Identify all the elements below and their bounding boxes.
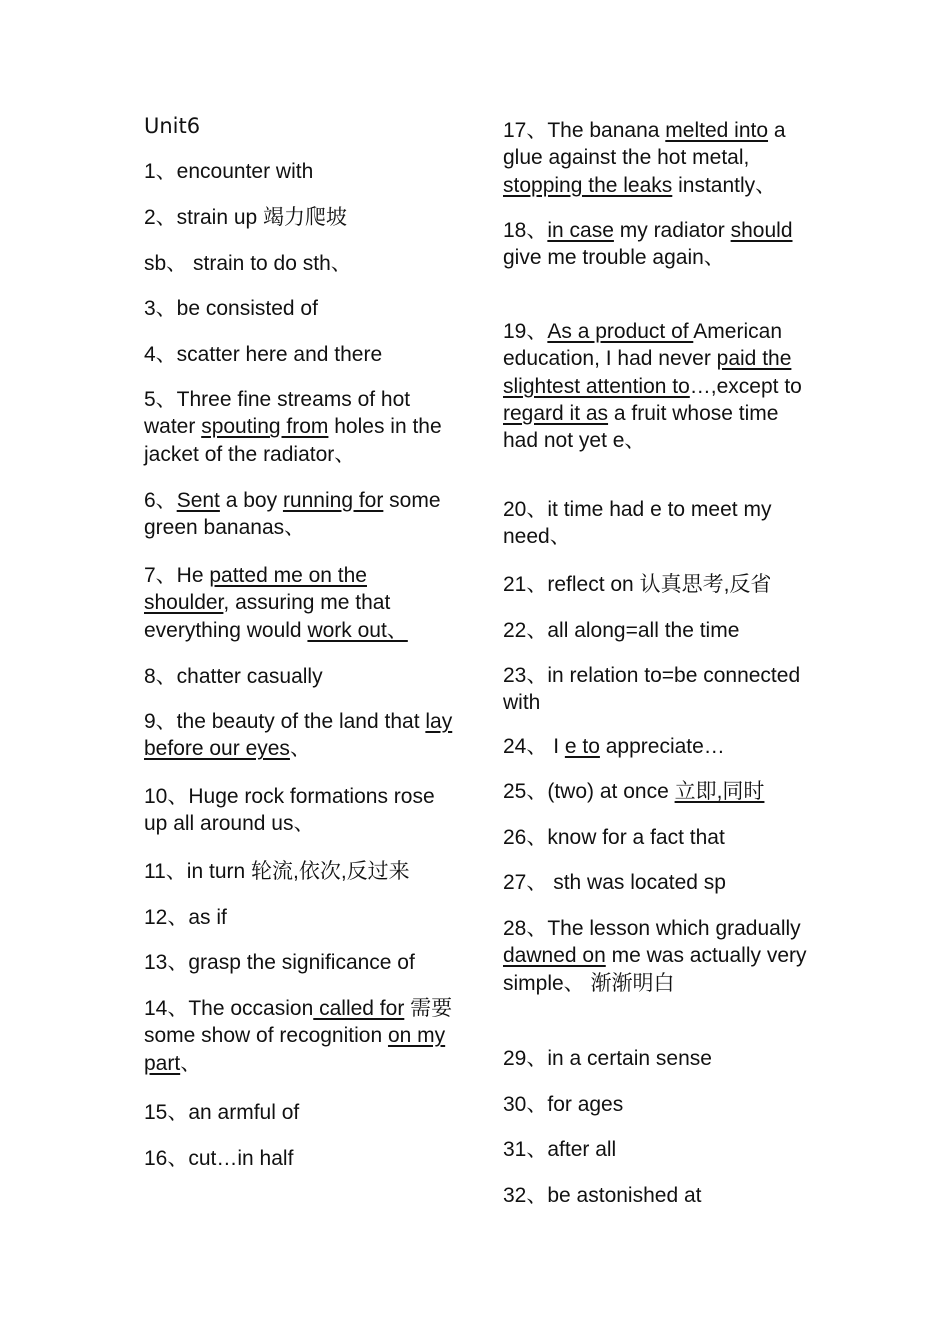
underlined-phrase: e to xyxy=(564,735,600,758)
underlined-phrase: called for xyxy=(313,997,405,1020)
item-text: me was actually very simple、 渐渐明白 xyxy=(503,944,807,995)
item-text: 23、in relation to=be connected with xyxy=(503,664,801,715)
vocab-item xyxy=(144,708,456,763)
item-text: 7、He xyxy=(144,564,210,587)
vocab-item xyxy=(144,995,456,1077)
item-text: some green bananas、 xyxy=(144,489,441,540)
vocab-item xyxy=(503,117,813,199)
vocab-item xyxy=(503,496,813,551)
vocab-item xyxy=(503,1045,813,1072)
item-text: 8、chatter casually xyxy=(144,665,323,688)
item-text: 11、in turn 轮流,依次,反过来 xyxy=(144,860,410,883)
underlined-phrase: Sent xyxy=(176,489,220,512)
item-text: 9、the beauty of the land that xyxy=(144,710,426,733)
item-text: 15、an armful of xyxy=(144,1101,300,1124)
item-text: 3、be consisted of xyxy=(144,297,318,320)
vocab-item xyxy=(144,487,456,542)
item-text: 需要 some show of recognition xyxy=(144,997,453,1048)
item-text: 1、encounter with xyxy=(144,160,314,183)
item-text: 2、strain up 竭力爬坡 xyxy=(144,206,348,229)
vocab-item xyxy=(144,858,456,885)
underlined-phrase: running for xyxy=(282,489,384,512)
item-text: 20、it time had e to meet my need、 xyxy=(503,498,772,549)
item-text: 13、grasp the significance of xyxy=(144,951,415,974)
underlined-phrase: should xyxy=(730,219,793,242)
item-text: 4、scatter here and there xyxy=(144,343,383,366)
vocab-item xyxy=(144,1099,456,1126)
item-text: American education, I had never xyxy=(503,320,782,371)
vocab-item xyxy=(503,571,813,598)
vocab-item xyxy=(144,1145,456,1172)
vocab-item xyxy=(144,250,456,277)
item-text: 17、The banana xyxy=(503,119,666,142)
item-text: 10、Huge rock formations rose up all around us、 xyxy=(144,785,435,836)
item-text: 31、after all xyxy=(503,1138,617,1161)
underlined-phrase: spouting from xyxy=(201,415,329,439)
item-text: 28、The lesson which gradually xyxy=(503,917,801,940)
underlined-phrase: paid the slightest attention to xyxy=(503,347,792,398)
underlined-phrase: patted me on the shoulder xyxy=(144,564,367,615)
item-text: 、 xyxy=(180,1051,202,1075)
vocab-item xyxy=(144,204,456,231)
item-text: 25、(two) at once xyxy=(503,780,675,803)
vocab-item xyxy=(144,341,456,368)
underlined-phrase: on my part xyxy=(144,1024,446,1075)
item-text: sb、 strain to do sth、 xyxy=(144,252,352,275)
vocab-item xyxy=(503,1182,813,1209)
vocab-item xyxy=(503,217,813,272)
item-text: 26、know for a fact that xyxy=(503,826,725,849)
underlined-phrase: stopping the leaks xyxy=(503,173,673,197)
underlined-phrase: work out、 xyxy=(307,618,408,642)
item-text: …,except to xyxy=(689,374,802,398)
item-text: 5、Three fine streams of hot water xyxy=(144,388,411,439)
item-text: 16、cut…in half xyxy=(144,1147,294,1170)
item-text: 18、 xyxy=(503,219,548,242)
vocab-item xyxy=(144,562,456,644)
underlined-phrase: 立即,同时 xyxy=(674,780,765,803)
vocab-item xyxy=(503,318,813,454)
vocab-item xyxy=(503,733,813,760)
item-text: 19、 xyxy=(503,320,548,343)
item-text: 21、reflect on 认真思考,反省 xyxy=(503,573,772,596)
item-text: 29、in a certain sense xyxy=(503,1047,712,1070)
vocab-item xyxy=(503,824,813,851)
item-text: a boy xyxy=(219,489,283,512)
item-text: a glue against the hot metal, xyxy=(503,119,786,170)
vocab-item xyxy=(144,783,456,838)
underlined-phrase: dawned on xyxy=(503,944,606,968)
vocab-item xyxy=(144,386,456,468)
vocab-item xyxy=(503,662,813,717)
underlined-phrase: in case xyxy=(547,219,614,242)
vocab-item xyxy=(503,915,813,997)
item-text: 27、 sth was located sp xyxy=(503,871,726,894)
underlined-phrase: melted into xyxy=(665,119,769,142)
item-text: 30、for ages xyxy=(503,1093,624,1116)
item-text: 32、be astonished at xyxy=(503,1184,702,1207)
item-text: , assuring me that everything would xyxy=(144,591,391,642)
vocab-item xyxy=(144,904,456,931)
vocab-item xyxy=(144,295,456,322)
vocab-item xyxy=(503,617,813,644)
item-text: give me trouble again、 xyxy=(503,246,725,270)
vocab-item xyxy=(503,869,813,896)
vocab-item xyxy=(503,778,813,805)
item-text: holes in the jacket of the radiator、 xyxy=(144,415,442,466)
underlined-phrase: As a product of xyxy=(547,320,694,343)
underlined-phrase: lay before our eyes xyxy=(144,710,453,761)
item-text: 24、 I xyxy=(503,735,565,758)
underlined-phrase: regard it as xyxy=(503,401,609,425)
item-text: my radiator xyxy=(613,219,731,242)
vocab-item xyxy=(144,158,456,185)
item-text: 12、as if xyxy=(144,906,227,929)
item-text: 、 xyxy=(289,737,311,761)
item-text: 6、 xyxy=(144,489,177,512)
page-title: Unit6 xyxy=(144,114,201,138)
vocab-item xyxy=(503,1091,813,1118)
vocab-item xyxy=(144,949,456,976)
item-text: 14、The occasion xyxy=(144,997,314,1020)
item-text: appreciate… xyxy=(599,735,725,758)
vocab-item xyxy=(144,663,456,690)
item-text: instantly、 xyxy=(672,173,777,197)
item-text: a fruit whose time had not yet e、 xyxy=(503,401,779,453)
vocab-item xyxy=(503,1136,813,1163)
item-text: 22、all along=all the time xyxy=(503,619,740,642)
